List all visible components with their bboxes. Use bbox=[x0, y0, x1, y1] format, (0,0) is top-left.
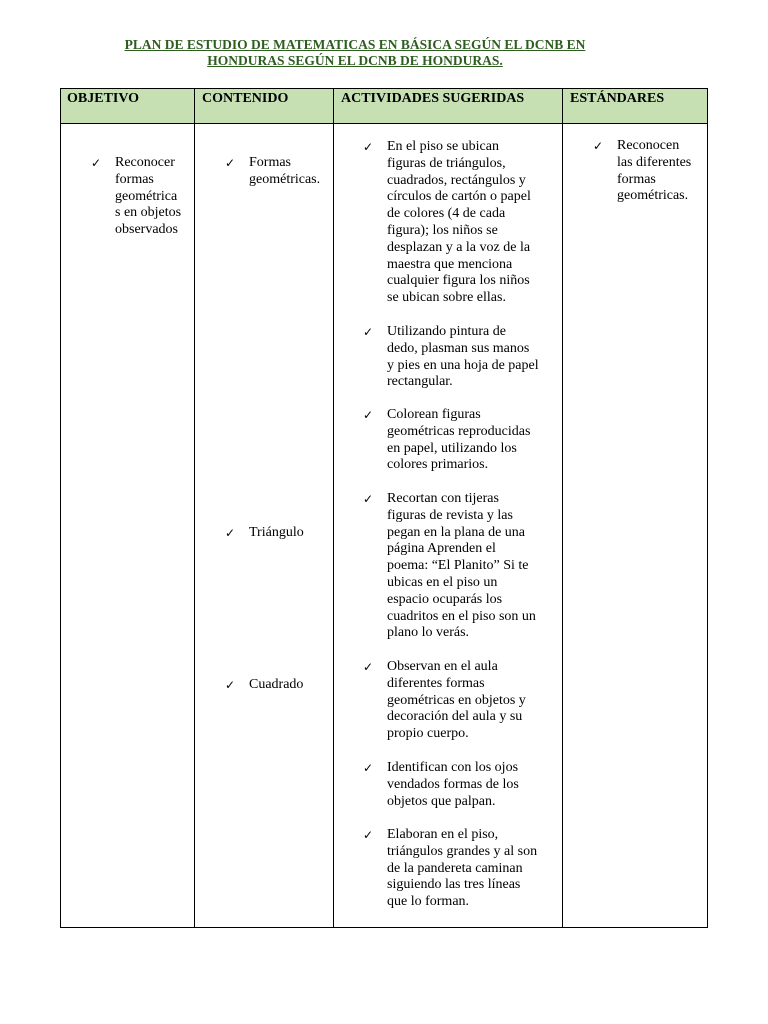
text-line: s en objetos bbox=[115, 205, 182, 221]
text-line: rectangular. bbox=[387, 374, 453, 390]
text-line: Elaboran en el piso, bbox=[387, 827, 499, 842]
text-line: Colorean figuras bbox=[387, 407, 481, 422]
text-line: siguiendo las tres líneas bbox=[387, 877, 521, 893]
checkmark-icon: ✓ bbox=[225, 156, 236, 170]
text-line: geométricas. bbox=[617, 188, 689, 204]
checkmark-icon: ✓ bbox=[225, 526, 236, 540]
text-line: geométricas reproducidas bbox=[387, 423, 531, 439]
text-line: plano lo verás. bbox=[387, 625, 470, 641]
checkmark-icon: ✓ bbox=[363, 660, 374, 674]
text-line: en papel, utilizando los bbox=[387, 440, 517, 456]
text-line: vendados formas de los bbox=[387, 776, 519, 792]
activity-item-text bbox=[387, 659, 526, 743]
content-item-text bbox=[249, 155, 320, 189]
text-line: Reconocer bbox=[115, 155, 175, 170]
text-line: geométrica bbox=[115, 188, 178, 204]
text-line: cuadritos en el piso son un bbox=[387, 608, 536, 624]
standard-item-text bbox=[617, 138, 691, 205]
checkmark-icon: ✓ bbox=[593, 139, 604, 153]
text-line: ubicas en el piso un bbox=[387, 574, 498, 590]
checkmark-icon: ✓ bbox=[91, 156, 102, 170]
text-line: En el piso se ubican bbox=[387, 139, 499, 154]
text-line: triángulos grandes y al son bbox=[387, 843, 538, 859]
text-line: formas bbox=[617, 171, 656, 187]
text-line: geométricas. bbox=[249, 171, 321, 187]
document-title bbox=[60, 37, 650, 69]
checkmark-icon: ✓ bbox=[363, 492, 374, 506]
text-line: círculos de cartón o papel bbox=[387, 189, 531, 205]
text-line: Formas bbox=[249, 155, 291, 170]
text-line: de colores (4 de cada bbox=[387, 206, 506, 222]
objective-item-text bbox=[115, 155, 181, 239]
column-divider bbox=[562, 89, 563, 927]
text-line: maestra que menciona bbox=[387, 256, 513, 272]
text-line: observados bbox=[115, 222, 178, 238]
checkmark-icon: ✓ bbox=[363, 408, 374, 422]
text-line: diferentes formas bbox=[387, 675, 485, 691]
text-line: y pies en una hoja de papel bbox=[387, 357, 539, 373]
text-line: poema: “El Planito” Si te bbox=[387, 558, 529, 574]
title-line-1: PLAN DE ESTUDIO DE MATEMATICAS EN BÁSICA SEGÚN EL DCNB EN bbox=[124, 37, 586, 52]
content-item-text bbox=[249, 525, 304, 542]
checkmark-icon: ✓ bbox=[225, 678, 236, 692]
text-line: se ubican sobre ellas. bbox=[387, 290, 506, 306]
text-line: propio cuerpo. bbox=[387, 726, 469, 742]
checkmark-icon: ✓ bbox=[363, 828, 374, 842]
text-line: figuras de triángulos, bbox=[387, 155, 506, 171]
text-line: Observan en el aula bbox=[387, 659, 498, 674]
text-line: Triángulo bbox=[249, 525, 304, 540]
text-line: cualquier figura los niños bbox=[387, 273, 530, 289]
text-line: espacio ocuparás los bbox=[387, 591, 503, 607]
text-line: Reconocen bbox=[617, 138, 680, 153]
text-line: las diferentes bbox=[617, 154, 692, 170]
text-line: Recortan con tijeras bbox=[387, 491, 499, 506]
header-actividades: ACTIVIDADES SUGERIDAS bbox=[341, 91, 525, 106]
text-line: pegan en la plana de una bbox=[387, 524, 525, 540]
text-line: página Aprenden el bbox=[387, 541, 496, 557]
activity-item-text bbox=[387, 407, 530, 474]
header-estandares: ESTÁNDARES bbox=[570, 91, 665, 106]
activity-item-text bbox=[387, 139, 531, 307]
header-contenido: CONTENIDO bbox=[202, 91, 289, 106]
checkmark-icon: ✓ bbox=[363, 140, 374, 154]
activity-item-text bbox=[387, 324, 539, 391]
title-line-2: HONDURAS SEGÚN EL DCNB DE HONDURAS. bbox=[207, 53, 503, 68]
text-line: figuras de revista y las bbox=[387, 507, 513, 523]
text-line: decoración del aula y su bbox=[387, 709, 523, 725]
text-line: cuadrados, rectángulos y bbox=[387, 172, 526, 188]
header-objetivo: OBJETIVO bbox=[67, 91, 140, 106]
activity-item-text bbox=[387, 827, 537, 911]
text-line: que lo forman. bbox=[387, 894, 470, 910]
checkmark-icon: ✓ bbox=[363, 761, 374, 775]
content-item-text bbox=[249, 677, 303, 694]
column-divider bbox=[194, 89, 195, 927]
text-line: Utilizando pintura de bbox=[387, 324, 506, 339]
text-line: dedo, plasman sus manos bbox=[387, 340, 530, 356]
text-line: desplazan y a la voz de la bbox=[387, 239, 531, 255]
activity-item-text bbox=[387, 491, 536, 642]
activity-item-text bbox=[387, 760, 519, 810]
text-line: de la pandereta caminan bbox=[387, 860, 523, 876]
text-line: formas bbox=[115, 171, 154, 187]
text-line: Cuadrado bbox=[249, 677, 304, 692]
text-line: Identifican con los ojos bbox=[387, 760, 519, 775]
column-divider bbox=[333, 89, 334, 927]
text-line: colores primarios. bbox=[387, 457, 489, 473]
text-line: geométricas en objetos y bbox=[387, 692, 526, 708]
study-plan-table bbox=[60, 88, 708, 928]
text-line: figura); los niños se bbox=[387, 222, 498, 238]
checkmark-icon: ✓ bbox=[363, 325, 374, 339]
text-line: objetos que palpan. bbox=[387, 793, 496, 809]
